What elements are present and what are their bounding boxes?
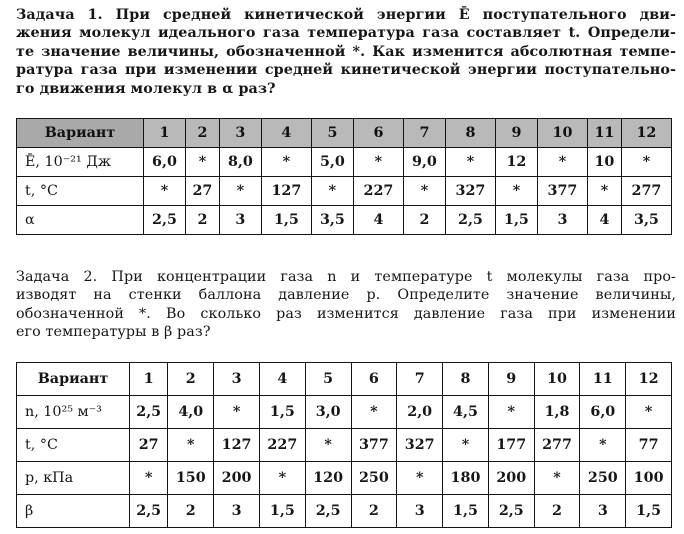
task1-row-temperature: [17, 177, 672, 206]
table-cell: 2: [534, 495, 580, 528]
table-cell: *: [168, 429, 214, 462]
task1-line-3: те значение величины, обозначенной *. Как изменится абсолютная темпе-: [16, 43, 676, 60]
task2-header-cell: Вариант: [17, 363, 130, 396]
table-cell: 177: [488, 429, 534, 462]
task2-line-4: его температуры в β раз?: [16, 324, 211, 341]
task1-header-cell: 8: [445, 119, 495, 148]
table-cell: 180: [443, 462, 489, 495]
table-cell: *: [534, 462, 580, 495]
task1-row-label: α: [17, 206, 144, 235]
task2-header-cell: 4: [259, 363, 305, 396]
table-cell: *: [351, 396, 397, 429]
table-cell: 2,5: [488, 495, 534, 528]
task1-row-energy: [17, 148, 672, 177]
task2-header-cell: 7: [397, 363, 443, 396]
table-cell: 150: [168, 462, 214, 495]
table-cell: 8,0: [219, 148, 261, 177]
table-cell: 200: [214, 462, 260, 495]
task1-row-alpha: [17, 206, 672, 235]
task1-header-cell: 9: [495, 119, 537, 148]
table-cell: *: [403, 177, 445, 206]
table-cell: 1,5: [495, 206, 537, 235]
table-cell: 2: [168, 495, 214, 528]
task2-header-row: [17, 363, 672, 396]
table-cell: 250: [351, 462, 397, 495]
table-cell: 200: [488, 462, 534, 495]
task1-line-1: Задача 1. При средней кинетической энергии Ē поступательного дви-: [16, 7, 676, 23]
task1-table: [16, 118, 672, 235]
task1-header-cell: 10: [537, 119, 587, 148]
table-cell: *: [214, 396, 260, 429]
task1-line-5: го движения молекул в α раз?: [16, 80, 276, 97]
task2-header-cell: 8: [443, 363, 489, 396]
table-cell: 100: [626, 462, 672, 495]
table-cell: *: [397, 462, 443, 495]
table-cell: 2,0: [397, 396, 443, 429]
table-cell: 1,8: [534, 396, 580, 429]
table-cell: 1,5: [259, 396, 305, 429]
table-cell: *: [353, 148, 403, 177]
table-cell: *: [185, 148, 219, 177]
table-cell: 9,0: [403, 148, 445, 177]
task2-line-2: изводят на стенки баллона давление p. Определите значение величины,: [16, 287, 676, 304]
task2-row-beta: [17, 495, 672, 528]
task2-row-concentration: [17, 396, 672, 429]
table-cell: 27: [130, 429, 168, 462]
table-cell: *: [144, 177, 186, 206]
task2-row-label: t, °C: [17, 429, 130, 462]
table-cell: 4: [353, 206, 403, 235]
table-cell: 4,0: [168, 396, 214, 429]
table-cell: 10: [587, 148, 621, 177]
table-cell: 227: [353, 177, 403, 206]
table-cell: 77: [626, 429, 672, 462]
table-cell: *: [488, 396, 534, 429]
task2-header-cell: 2: [168, 363, 214, 396]
task1-header-cell: 11: [587, 119, 621, 148]
task2-header-cell: 9: [488, 363, 534, 396]
table-cell: 6,0: [580, 396, 626, 429]
task2-row-label: β: [17, 495, 130, 528]
table-cell: *: [311, 177, 353, 206]
table-cell: 2,5: [305, 495, 351, 528]
table-cell: 127: [214, 429, 260, 462]
task1-row-label: t, °C: [17, 177, 144, 206]
table-cell: *: [259, 462, 305, 495]
table-cell: 2: [185, 206, 219, 235]
table-cell: 3,5: [621, 206, 671, 235]
table-cell: 3: [537, 206, 587, 235]
table-cell: 277: [621, 177, 671, 206]
table-cell: 6,0: [144, 148, 186, 177]
task2-row-label: n, 10²⁵ м⁻³: [17, 396, 130, 429]
task1-row-label: Ē, 10⁻²¹ Дж: [17, 148, 144, 177]
task1-header-cell: Вариант: [17, 119, 144, 148]
table-cell: 250: [580, 462, 626, 495]
task2-header-cell: 10: [534, 363, 580, 396]
table-cell: 3: [214, 495, 260, 528]
table-cell: *: [305, 429, 351, 462]
table-cell: 127: [261, 177, 311, 206]
task1-header-cell: 2: [185, 119, 219, 148]
task2-header-cell: 5: [305, 363, 351, 396]
table-cell: *: [495, 177, 537, 206]
table-cell: 1,5: [443, 495, 489, 528]
task2-table: [16, 362, 672, 528]
table-cell: 2,5: [144, 206, 186, 235]
table-cell: 2: [351, 495, 397, 528]
table-cell: *: [445, 148, 495, 177]
task2-row-temperature: [17, 429, 672, 462]
table-cell: 377: [351, 429, 397, 462]
table-cell: 327: [445, 177, 495, 206]
table-cell: 3,5: [311, 206, 353, 235]
task2-line-1: Задача 2. При концентрации газа n и температуре t молекулы газа про-: [16, 269, 676, 285]
table-cell: 2,5: [130, 495, 168, 528]
task2-header-cell: 11: [580, 363, 626, 396]
task1-header-cell: 12: [621, 119, 671, 148]
table-cell: 5,0: [311, 148, 353, 177]
task2-header-cell: 1: [130, 363, 168, 396]
table-cell: 277: [534, 429, 580, 462]
table-cell: 12: [495, 148, 537, 177]
table-cell: *: [626, 396, 672, 429]
table-cell: 2,5: [130, 396, 168, 429]
table-cell: *: [130, 462, 168, 495]
task2-line-3: обозначенной *. Во сколько раз изменится давление газа при изменении: [16, 305, 676, 322]
table-cell: *: [443, 429, 489, 462]
task2-statement: [16, 268, 676, 342]
task2-header-cell: 6: [351, 363, 397, 396]
table-cell: 227: [259, 429, 305, 462]
table-cell: 3,0: [305, 396, 351, 429]
task1-header-cell: 7: [403, 119, 445, 148]
table-cell: *: [261, 148, 311, 177]
table-cell: 4,5: [443, 396, 489, 429]
table-cell: *: [537, 148, 587, 177]
table-cell: 1,5: [259, 495, 305, 528]
task1-header-cell: 5: [311, 119, 353, 148]
table-cell: 3: [397, 495, 443, 528]
table-cell: 2: [403, 206, 445, 235]
table-cell: 4: [587, 206, 621, 235]
table-cell: 27: [185, 177, 219, 206]
task1-line-2: жения молекул идеального газа температура газа составляет t. Определи-: [16, 25, 676, 42]
task1-statement: [16, 6, 676, 98]
table-cell: *: [621, 148, 671, 177]
table-cell: 327: [397, 429, 443, 462]
table-cell: 1,5: [626, 495, 672, 528]
task2-header-cell: 12: [626, 363, 672, 396]
task2-row-pressure: [17, 462, 672, 495]
table-cell: *: [587, 177, 621, 206]
table-cell: 1,5: [261, 206, 311, 235]
task1-header-cell: 6: [353, 119, 403, 148]
table-cell: 3: [219, 206, 261, 235]
table-cell: 3: [580, 495, 626, 528]
task2-header-cell: 3: [214, 363, 260, 396]
table-cell: *: [219, 177, 261, 206]
task1-header-cell: 3: [219, 119, 261, 148]
table-cell: 377: [537, 177, 587, 206]
table-cell: *: [580, 429, 626, 462]
table-cell: 120: [305, 462, 351, 495]
task1-line-4: ратура газа при изменении средней кинетической энергии поступательно-: [16, 62, 676, 79]
task1-header-cell: 1: [144, 119, 186, 148]
task1-header-cell: 4: [261, 119, 311, 148]
table-cell: 2,5: [445, 206, 495, 235]
task2-row-label: p, кПа: [17, 462, 130, 495]
task1-header-row: [17, 119, 672, 148]
